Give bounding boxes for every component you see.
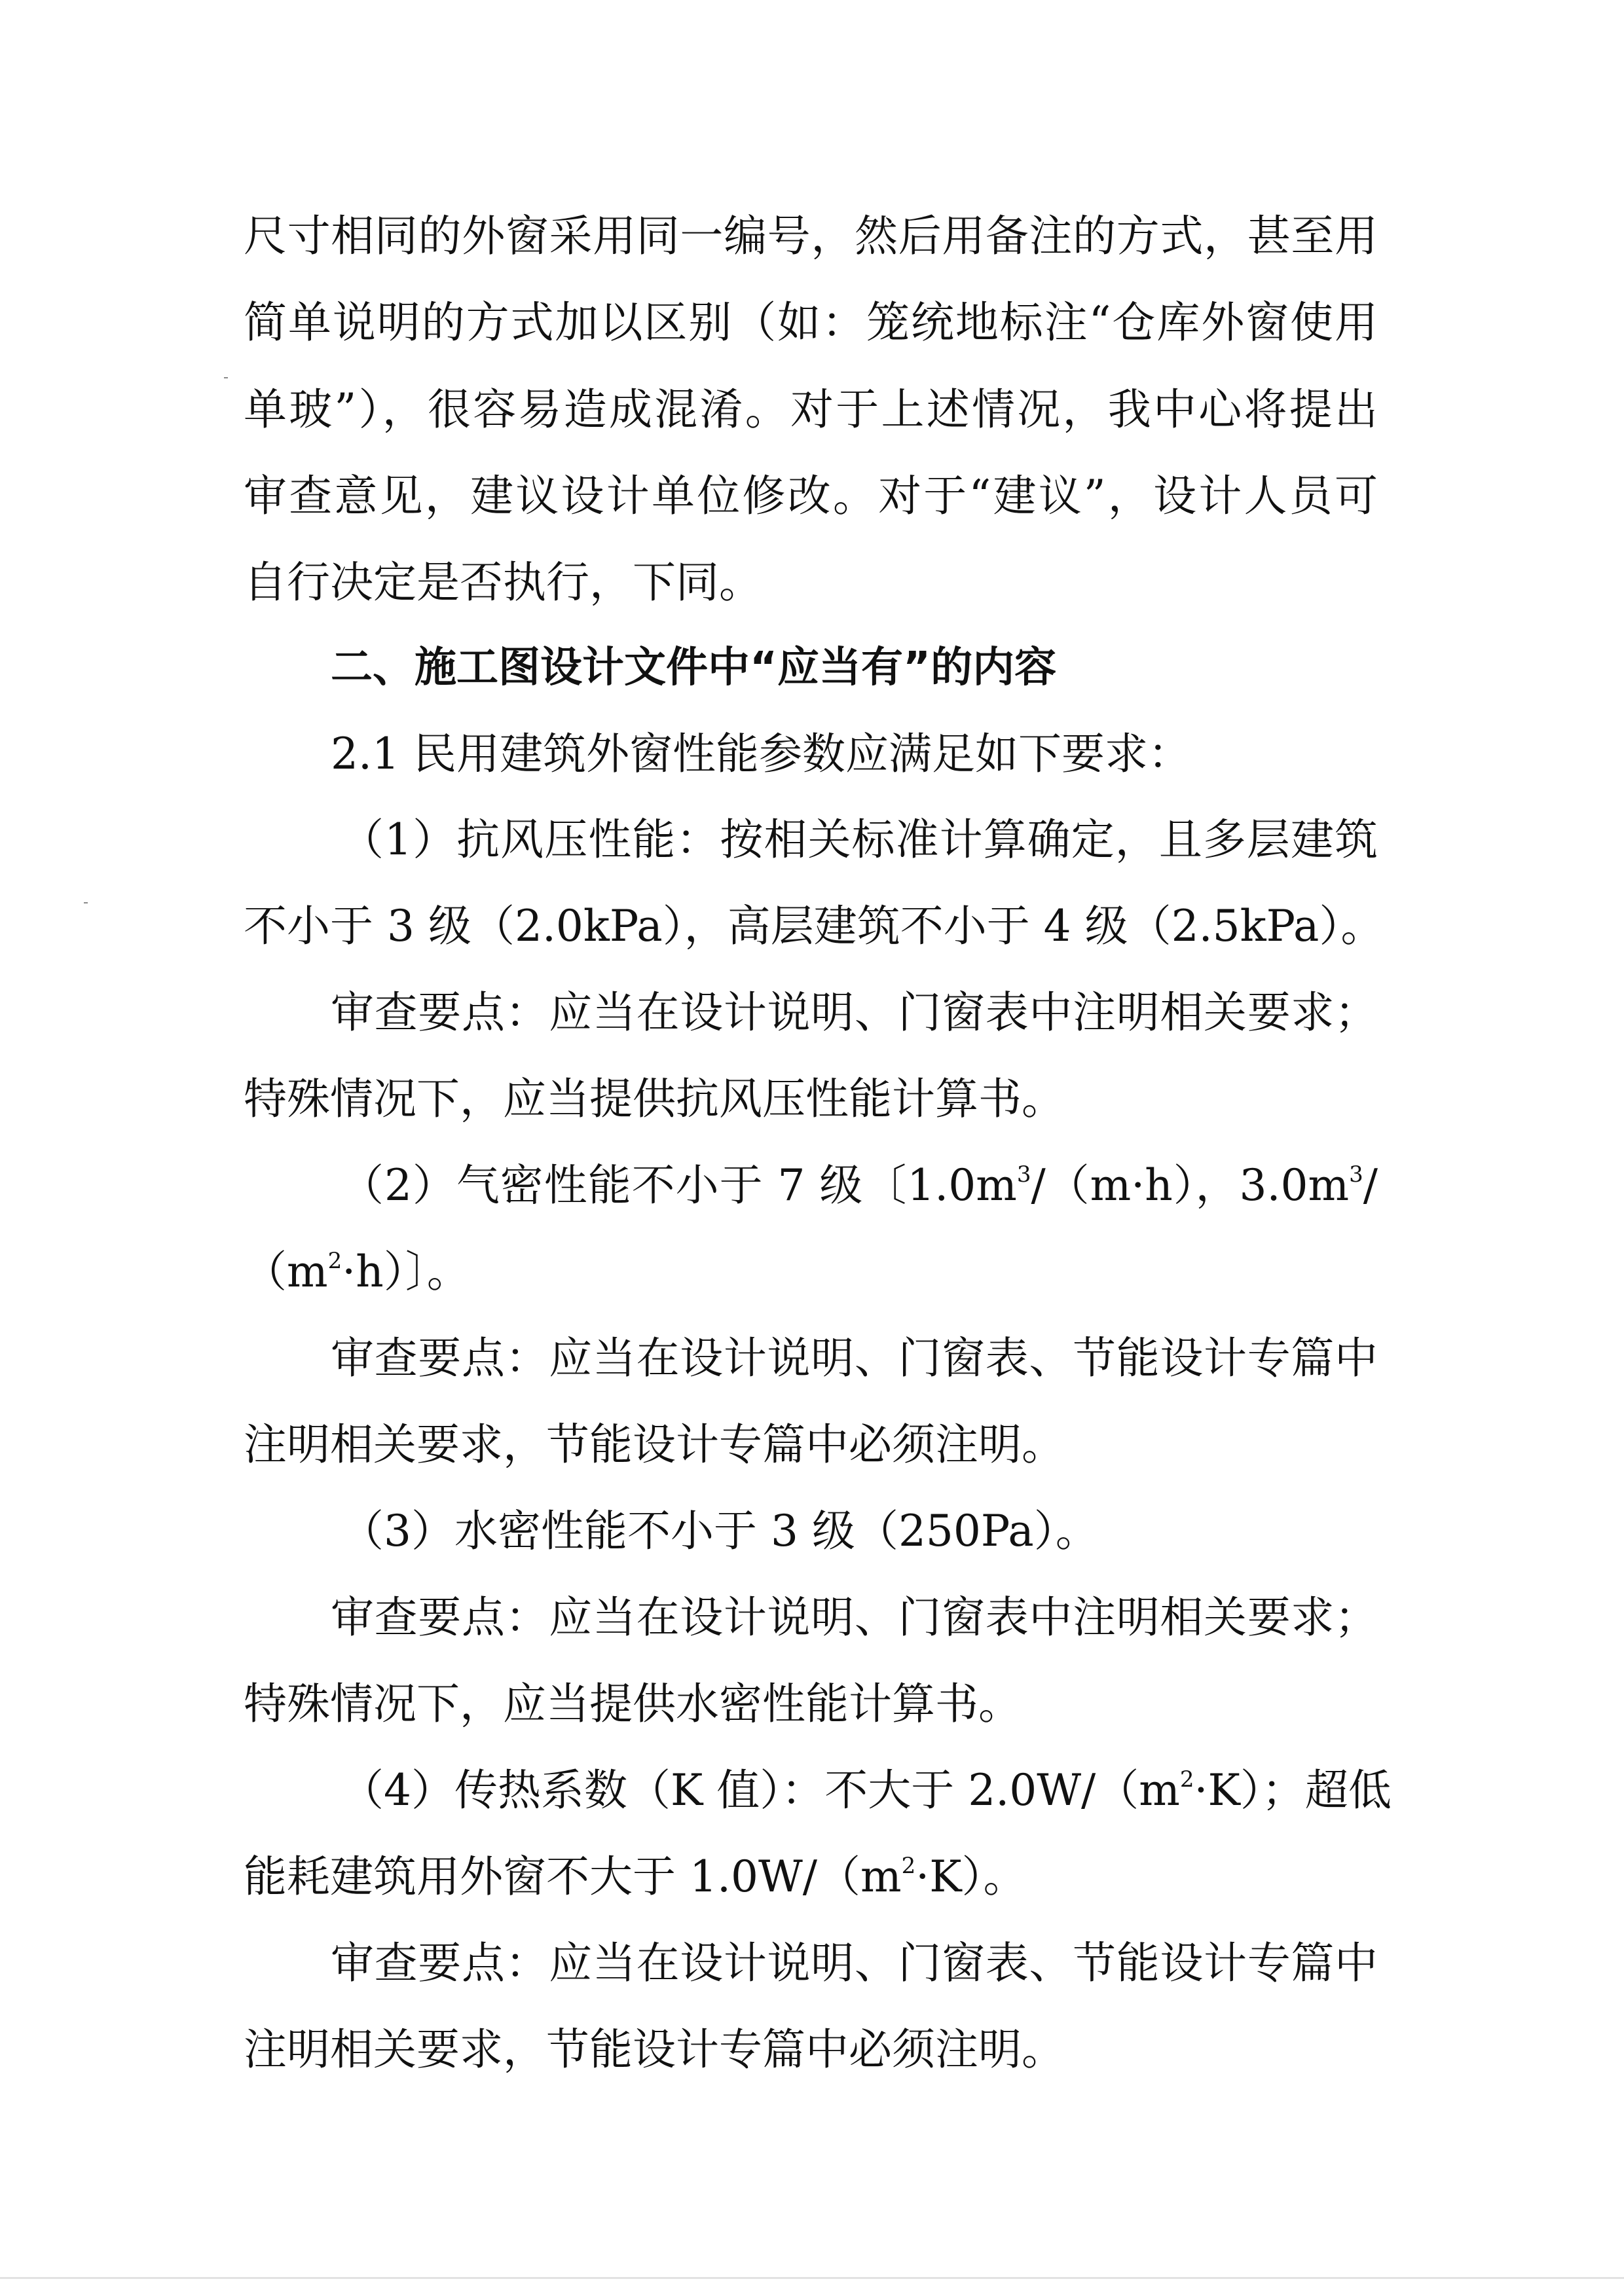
body-text-line: 尺寸相同的外窗采用同一编号，然后用备注的方式，甚至用 — [244, 211, 1378, 261]
review-point-line: 注明相关要求，节能设计专篇中必须注明。 — [244, 1419, 1065, 1470]
review-point-line: 审查要点：应当在设计说明、门窗表中注明相关要求； — [331, 987, 1378, 1038]
air-text: /（m·h），3.0m — [1031, 1160, 1350, 1211]
superscript: 3 — [1349, 1161, 1363, 1188]
water-tightness-line: （3）水密性能不小于 3 级（250Pa）。 — [341, 1506, 1099, 1556]
air-tightness-line — [341, 1156, 1378, 1215]
review-point-line: 特殊情况下，应当提供抗风压性能计算书。 — [244, 1074, 1065, 1124]
superscript: 3 — [1016, 1161, 1031, 1188]
heat-text: 能耗建筑用外窗不大于 1.0W/（m — [244, 1851, 902, 1902]
section-heading: 二、施工图设计文件中“应当有”的内容 — [331, 644, 1057, 692]
air-text: （2）气密性能不小于 7 级〔1.0m — [341, 1160, 1017, 1211]
clause-2-1: 2.1 民用建筑外窗性能参数应满足如下要求： — [331, 729, 1191, 779]
heat-text: ·K）。 — [915, 1851, 1027, 1902]
heat-transfer-line — [244, 1848, 1378, 1906]
air-tightness-line — [244, 1243, 1378, 1302]
body-text-line: 自行决定是否执行，下同。 — [244, 557, 762, 608]
review-point-line: 审查要点：应当在设计说明、门窗表、节能设计专篇中 — [331, 1938, 1378, 1988]
body-text-line: 简单说明的方式加以区别（如：笼统地标注“仓库外窗使用 — [244, 297, 1378, 348]
superscript: 2 — [1179, 1766, 1194, 1793]
wind-pressure-line: （1）抗风压性能：按相关标准计算确定，且多层建筑 — [341, 814, 1378, 865]
air-text: ·h）〕。 — [342, 1247, 470, 1297]
superscript: 2 — [901, 1853, 916, 1879]
heat-transfer-line — [341, 1761, 1392, 1820]
review-point-line: 审查要点：应当在设计说明、门窗表中注明相关要求； — [331, 1592, 1378, 1643]
heat-text: （4）传热系数（K 值）：不大于 2.0W/（m — [341, 1765, 1180, 1815]
body-text-line: 审查意见，建议设计单位修改。对于“建议”，设计人员可 — [244, 471, 1378, 521]
heat-text: ·K）；超低 — [1194, 1765, 1392, 1815]
wind-pressure-line: 不小于 3 级（2.0kPa），高层建筑不小于 4 级（2.5kPa）。 — [244, 901, 1384, 951]
review-point-line: 注明相关要求，节能设计专篇中必须注明。 — [244, 2024, 1065, 2075]
review-point-line: 审查要点：应当在设计说明、门窗表、节能设计专篇中 — [331, 1333, 1378, 1383]
air-text: （m — [244, 1247, 328, 1297]
superscript: 2 — [327, 1248, 342, 1274]
page-bottom-edge — [0, 2277, 1624, 2279]
scan-speck — [224, 377, 228, 378]
air-text: / — [1363, 1160, 1378, 1211]
scan-speck — [84, 902, 88, 903]
review-point-line: 特殊情况下，应当提供水密性能计算书。 — [244, 1679, 1022, 1729]
body-text-line: 单玻”），很容易造成混淆。对于上述情况，我中心将提出 — [244, 384, 1378, 435]
